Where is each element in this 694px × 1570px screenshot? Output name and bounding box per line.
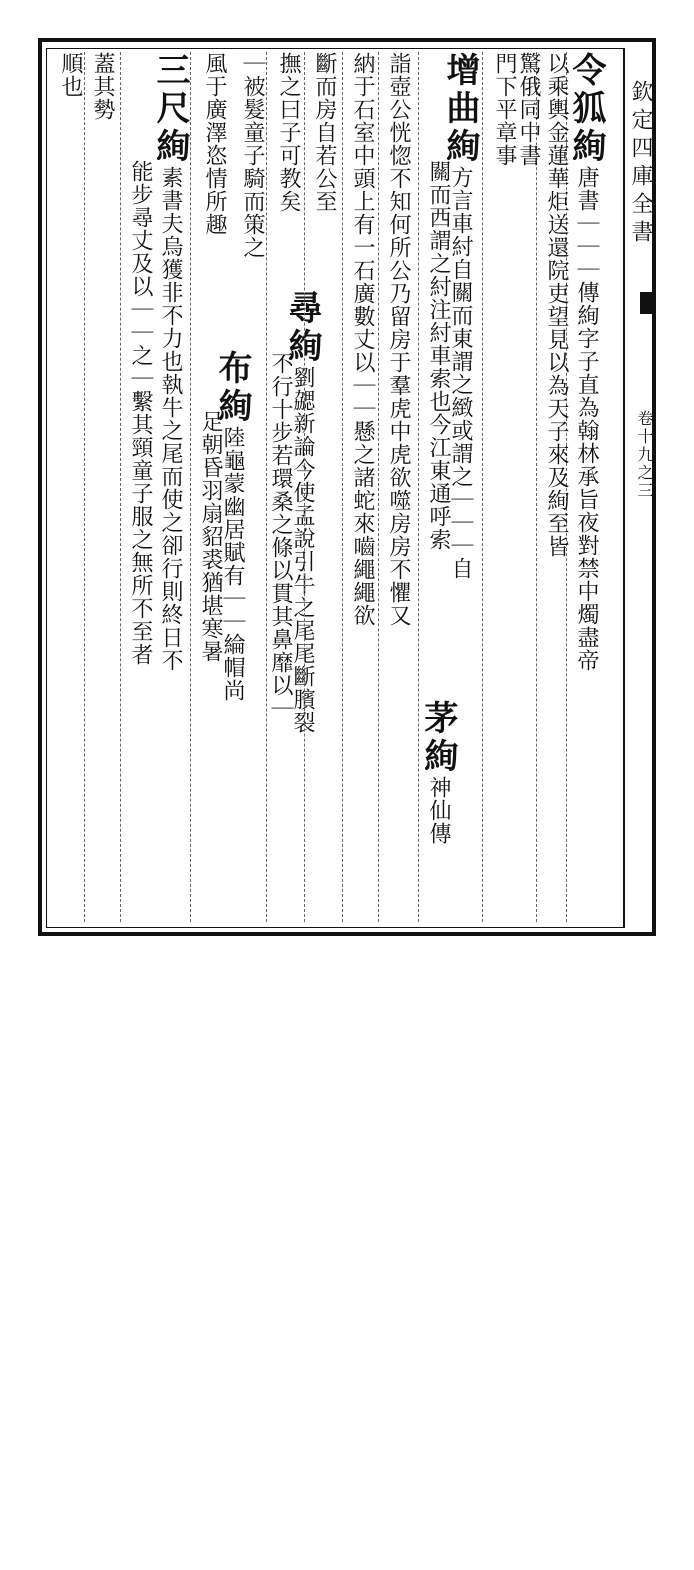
- column-rule: [190, 52, 191, 922]
- column-rule: [482, 52, 483, 922]
- text-column: [200, 52, 228, 922]
- banner-title: 欽定四庫全書: [628, 80, 653, 248]
- text-column: [514, 52, 542, 922]
- text-column: [384, 52, 412, 922]
- column-rule: [342, 52, 343, 922]
- text-column: [542, 52, 570, 922]
- text-column: [126, 160, 154, 1030]
- column-text: 能步尋丈及以｜｜之｜繫其頸童子服之無所不至者: [128, 160, 153, 666]
- column-text: 斷而房自若公至: [312, 52, 337, 213]
- text-column: [566, 52, 606, 922]
- column-rule: [266, 52, 267, 922]
- column-text: 素書夫烏獲非不力也執牛之尾而使之卻行則終日不: [158, 166, 183, 672]
- column-text: ｜被髮童子騎而策之: [240, 52, 265, 259]
- text-column: [150, 52, 190, 922]
- column-text: 足朝昏羽扇貂裘猶堪寒暑: [198, 410, 223, 663]
- column-text: 撫之曰子可教矣: [276, 52, 301, 213]
- column-text: 順也: [58, 52, 83, 98]
- column-text: 劉勰新論今使孟說引牛之尾尾斷臏裂: [290, 366, 315, 734]
- column-text: 不行十步若環桑之條以貫其鼻靡以｜: [268, 352, 293, 720]
- column-text: 唐書｜｜｜傳絢字子直為翰林承旨夜對禁中燭盡帝: [574, 166, 599, 672]
- column-text: 驚俄同中書: [516, 52, 541, 167]
- column-text: 蓋其勢: [90, 52, 115, 121]
- entry-head: 增曲絢: [440, 52, 480, 166]
- column-text: 關而西謂之紂注紂車索也今江東通呼索: [426, 160, 451, 551]
- column-text: 陸龜蒙幽居賦有｜｜綸帽尚: [220, 426, 245, 702]
- column-text: 方言車紂自關而東謂之緻或謂之｜｜｜自: [448, 166, 473, 580]
- text-column: [56, 52, 84, 922]
- column-rule: [418, 52, 419, 922]
- fish-tail-mark: [640, 292, 656, 314]
- column-text: 門下平章事: [492, 52, 517, 167]
- text-column: [490, 52, 518, 922]
- entry-head: 布絢: [212, 350, 252, 426]
- text-column: [88, 52, 116, 922]
- entry-head: 三尺絢: [150, 52, 190, 166]
- entry-head: 尋絢: [282, 290, 322, 366]
- entry-head: 令狐絢: [566, 52, 606, 166]
- banner-volume: 卷十九之三: [635, 410, 654, 500]
- text-column: [418, 700, 458, 1570]
- column-text: 詣壺公恍惚不知何所公乃留房于羣虎中虎欲噬房房不懼又: [386, 52, 411, 627]
- text-column: [348, 52, 376, 922]
- column-text: 神仙傳: [426, 776, 451, 845]
- column-rule: [304, 52, 305, 922]
- entry-head: 茅絢: [418, 700, 458, 776]
- column-rule: [378, 52, 379, 922]
- text-column: [266, 352, 294, 1222]
- column-rule: [84, 52, 85, 922]
- column-text: 風于廣澤恣情所趣: [202, 52, 227, 236]
- column-rule: [120, 52, 121, 922]
- column-text: 以乘輿金蓮華炬送還院吏望見以為天子來及絢至皆: [544, 52, 569, 558]
- column-text: 納于石室中頭上有一石廣數丈以｜｜懸之諸蛇來嚙繩繩欲: [350, 52, 375, 627]
